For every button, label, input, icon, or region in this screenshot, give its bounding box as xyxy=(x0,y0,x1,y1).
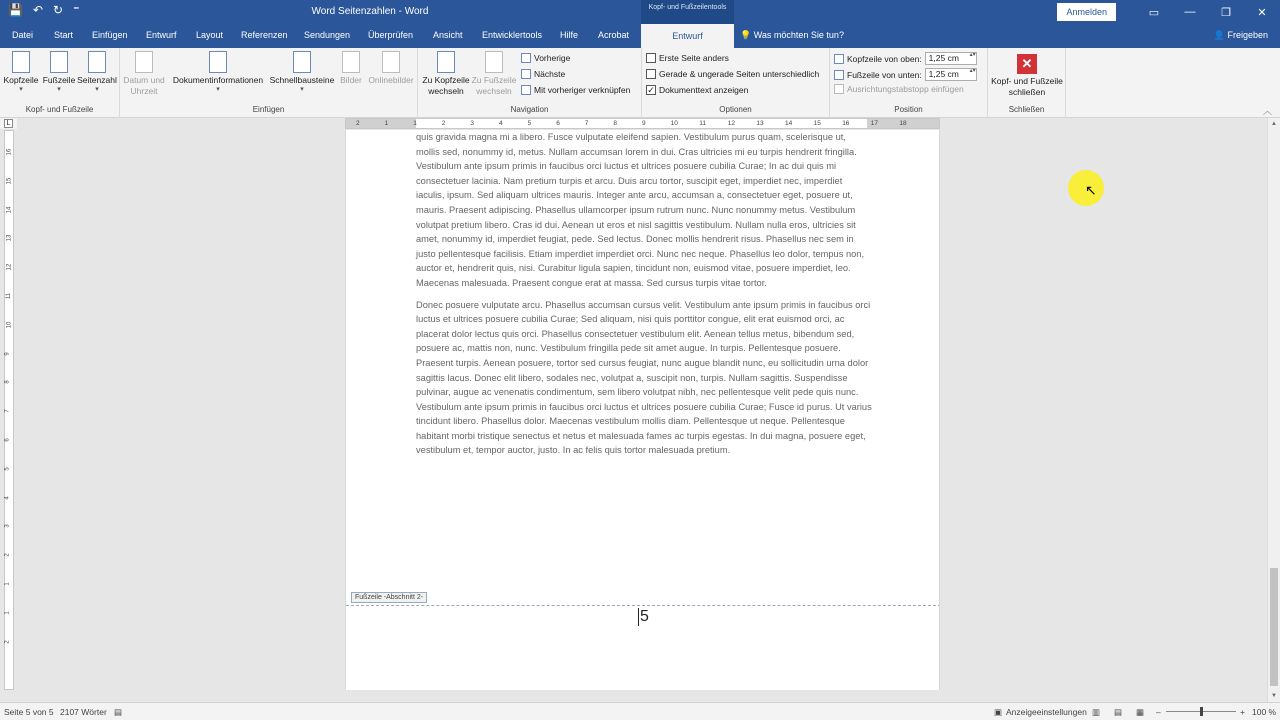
group-close xyxy=(988,48,1066,118)
tab-entwurf-design[interactable]: Entwurf xyxy=(146,30,177,40)
minimize-button[interactable]: — xyxy=(1184,6,1196,18)
collapse-ribbon-icon[interactable]: ︿ xyxy=(1262,106,1272,116)
link-to-previous-button[interactable] xyxy=(521,85,630,95)
previous-label: Vorherige xyxy=(534,53,571,63)
ruler-number: 2 xyxy=(4,639,11,644)
footer-from-bottom-label: Fußzeile von unten: xyxy=(847,69,922,80)
document-info-label: Dokumentinformationen xyxy=(172,75,264,85)
ruler-number: 8 xyxy=(4,380,11,385)
ruler-number: 11 xyxy=(699,120,706,127)
tab-hilfe[interactable]: Hilfe xyxy=(560,30,579,40)
header-from-top-control xyxy=(834,52,977,65)
status-bar xyxy=(0,702,1280,720)
group-header-footer xyxy=(0,48,120,118)
link-icon xyxy=(521,85,531,95)
footer-boundary xyxy=(346,605,940,606)
ruler-number: 2 xyxy=(441,120,446,127)
goto-footer-label: Zu Fußzeile wechseln xyxy=(471,75,517,96)
mouse-pointer-icon: ↖ xyxy=(1085,182,1097,198)
goto-header-label: Zu Kopfzeile wechseln xyxy=(422,75,470,96)
ruler-number: 13 xyxy=(756,120,764,127)
picture-icon xyxy=(342,51,360,73)
ruler-number: 13 xyxy=(6,235,13,242)
vertical-scrollbar[interactable] xyxy=(1267,118,1280,702)
goto-footer-button[interactable] xyxy=(470,51,518,97)
ruler-number: 5 xyxy=(4,467,11,471)
close-icon: ✕ xyxy=(1017,54,1037,74)
group-label-position: Position xyxy=(894,105,923,114)
ruler-number: 3 xyxy=(470,120,475,127)
ribbon-tabs xyxy=(0,24,1280,48)
header-position-icon xyxy=(834,54,844,64)
ruler-number: 1 xyxy=(4,582,11,586)
online-picture-icon xyxy=(382,51,400,73)
ruler-number: 5 xyxy=(527,120,532,127)
ribbon-display-options-icon[interactable]: ▭ xyxy=(1148,6,1160,19)
ruler-numbers xyxy=(346,119,939,128)
ruler-number: 9 xyxy=(4,351,11,356)
pictures-label: Bilder xyxy=(340,75,362,85)
tab-datei[interactable]: Datei xyxy=(12,30,34,40)
group-navigation xyxy=(418,48,642,118)
redo-icon[interactable]: ↻ xyxy=(53,3,64,17)
scroll-up-icon[interactable]: ▲ xyxy=(1271,121,1277,127)
group-label-insert: Einfügen xyxy=(252,105,285,114)
next-icon xyxy=(521,69,531,79)
different-first-page-checkbox[interactable] xyxy=(646,53,729,63)
quick-parts-label: Schnellbausteine xyxy=(269,75,335,85)
horizontal-ruler[interactable] xyxy=(345,118,940,129)
ruler-number: 18 xyxy=(899,120,907,127)
tell-me-label: Was möchten Sie tun? xyxy=(753,30,844,40)
group-label-header-footer: Kopf- und Fußzeile xyxy=(25,105,94,114)
page-number-icon xyxy=(88,51,106,73)
chevron-down-icon: ▾ xyxy=(19,86,23,93)
ruler-number: 6 xyxy=(556,120,560,127)
signin-button[interactable]: Anmelden xyxy=(1057,3,1116,21)
header-icon xyxy=(12,51,30,73)
footer-from-bottom-input[interactable]: 1,25 cm ▴▾ xyxy=(925,68,977,81)
ruler-number: 12 xyxy=(727,120,736,127)
group-position xyxy=(830,48,988,118)
tab-entwicklertools[interactable]: Entwicklertools xyxy=(482,30,543,40)
page-number-label: Seitenzahl xyxy=(77,75,117,85)
previous-button[interactable] xyxy=(521,53,570,63)
footer-section-tag: Fußzeile -Abschnitt 2- xyxy=(351,592,427,603)
ruler-number: 9 xyxy=(642,120,646,127)
word-count-status[interactable]: 2107 Wörter xyxy=(60,707,107,717)
tab-sendungen[interactable]: Sendungen xyxy=(304,30,351,40)
ruler-number: 12 xyxy=(6,263,13,271)
print-layout-icon[interactable]: ▤ xyxy=(1114,707,1123,717)
previous-icon xyxy=(521,53,531,63)
group-options xyxy=(642,48,830,118)
checkbox-unchecked xyxy=(646,53,656,63)
footer-icon xyxy=(50,51,68,73)
different-first-page-label: Erste Seite anders xyxy=(659,53,729,63)
tab-einfuegen[interactable]: Einfügen xyxy=(92,30,128,40)
tell-me-search[interactable] xyxy=(740,30,844,41)
ruler-number: 1 xyxy=(384,120,389,127)
contextual-tab-label: Kopf- und Fußzeilentools xyxy=(648,4,727,11)
share-button[interactable] xyxy=(1214,30,1268,41)
ruler-number: 8 xyxy=(613,120,618,127)
chevron-down-icon: ▾ xyxy=(95,86,99,93)
header-from-top-label: Kopfzeile von oben: xyxy=(847,53,922,64)
lightbulb-icon: 💡 xyxy=(740,30,752,40)
ruler-number: 7 xyxy=(4,409,11,413)
show-document-text-checkbox[interactable] xyxy=(646,85,748,95)
group-insert xyxy=(120,48,418,118)
alignment-tab-icon xyxy=(834,84,844,94)
insert-alignment-tab-button[interactable] xyxy=(834,84,964,94)
ruler-number: 16 xyxy=(6,148,13,156)
next-button[interactable] xyxy=(521,69,565,79)
zoom-slider-thumb[interactable] xyxy=(1200,707,1203,716)
group-label-navigation: Navigation xyxy=(510,105,549,114)
ruler-number: 15 xyxy=(813,120,821,127)
online-pictures-label: Onlinebilder xyxy=(368,75,414,85)
ruler-number: 10 xyxy=(6,321,13,329)
paragraph[interactable]: Donec posuere vulputate arcu. Phasellus accumsan cursus velit. Vestibulum ante ipsum primis in faucibus orci luctus et ultrices posuere cubilia Curae; Sed aliquam, nisi quis porttitor congue, elit erat euismod orci, ac placerat dolor lectus quis orci. Phasellus consectetuer vestibulum elit. Aenean tellus metus, bibendum sed, posuere ac, mattis non, nunc. Vestibulum fringilla pede sit amet augue. In turpis. Pellentesque posuere. Praesent turpis. Aenean posuere, tortor sed cursus feugiat, nunc augue blandit nunc, eu sollicitudin urna dolor sagittis lacus. Donec elit libero, sodales nec, volutpat a, suscipit non, turpis. Nullam sagittis. Suspendisse pulvinar, augue ac venenatis condimentum, sem libero volutpat nibh, nec pellentesque velit pede quis nunc. Vestibulum ante ipsum primis in faucibus orci luctus et ultrices posuere cubilia Curae; Fusce id purus. Ut varius tincidunt libero. Phasellus dolor. Maecenas vestibulum mollis diam. Pellentesque ut neque. Pellentesque habitant morbi tristique senectus et netus et malesuada fames ac turpis egestas. In dui magna, posuere eget, vestibulum et, tempor auctor, justo. In ac felis quis tortor malesuada pretium. xyxy=(416,299,872,456)
document-body[interactable] xyxy=(416,130,872,465)
ruler-number: 15 xyxy=(6,177,13,185)
ruler-number: 7 xyxy=(584,120,589,127)
show-document-text-label: Dokumenttext anzeigen xyxy=(659,85,749,95)
display-settings-button[interactable]: Anzeigeeinstellungen xyxy=(1006,707,1087,717)
pictures-button[interactable] xyxy=(336,51,366,86)
quick-parts-icon xyxy=(293,51,311,73)
chevron-down-icon: ▾ xyxy=(57,86,61,93)
display-settings-icon[interactable]: ▣ xyxy=(994,707,1003,717)
person-icon: 👤 xyxy=(1213,30,1225,40)
zoom-in-button[interactable]: + xyxy=(1240,707,1245,717)
footer-label: Fußzeile xyxy=(42,75,76,85)
ribbon xyxy=(0,48,1280,118)
ruler-number: 3 xyxy=(4,524,11,529)
tab-selector[interactable] xyxy=(0,118,17,129)
tab-ansicht[interactable]: Ansicht xyxy=(433,30,463,40)
group-label-close: Schließen xyxy=(1008,105,1045,114)
odd-even-pages-checkbox[interactable] xyxy=(646,69,819,79)
ruler-number: 6 xyxy=(4,438,11,442)
save-icon[interactable]: 💾 xyxy=(8,3,23,17)
tab-ueberpruefen[interactable]: Überprüfen xyxy=(368,30,414,40)
contextual-tab-header xyxy=(641,0,734,24)
page-count-status[interactable]: Seite 5 von 5 xyxy=(4,707,54,717)
scroll-down-icon[interactable]: ▼ xyxy=(1271,693,1277,699)
footer-button[interactable] xyxy=(40,51,78,94)
ruler-number: 1 xyxy=(4,611,11,615)
footer-from-bottom-control xyxy=(834,68,977,81)
goto-header-icon xyxy=(437,51,455,73)
group-label-options: Optionen xyxy=(719,105,752,114)
zoom-out-button[interactable]: – xyxy=(1156,707,1161,717)
goto-footer-icon xyxy=(485,51,503,73)
document-page[interactable] xyxy=(345,130,940,690)
ruler-number: 4 xyxy=(499,120,503,127)
web-layout-icon[interactable]: ▦ xyxy=(1136,707,1145,717)
ruler-number: 10 xyxy=(670,120,678,127)
tab-referenzen[interactable]: Referenzen xyxy=(241,30,288,40)
online-pictures-button[interactable] xyxy=(366,51,416,86)
ruler-number: 2 xyxy=(4,553,11,557)
tab-start[interactable]: Start xyxy=(54,30,74,40)
checkmark-icon: ✓ xyxy=(647,85,655,95)
close-header-footer-button[interactable] xyxy=(990,54,1064,98)
tab-stop-icon: L xyxy=(4,119,13,128)
goto-header-button[interactable] xyxy=(420,51,472,97)
page-number-button[interactable] xyxy=(76,51,118,94)
undo-icon[interactable]: ↶ xyxy=(32,3,44,17)
ruler-number: 1 xyxy=(413,120,417,127)
calendar-icon xyxy=(135,51,153,73)
paragraph[interactable]: quis gravida magna mi a libero. Fusce vulputate eleifend sapien. Vestibulum purus quam, scelerisque ut, mollis sed, nonummy id, metus. Nullam accumsan lorem in dui. Cras ultricies mi eu turpis hendrerit fringilla. Vestibulum ante ipsum primis in faucibus orci luctus et ultrices posuere cubilia Curae; In ac dui quis mi consectetuer lacinia. Nam pretium turpis et arcu. Duis arcu tortor, suscipit eget, imperdiet nec, imperdiet iaculis, ipsum. Sed aliquam ultrices mauris. Integer ante arcu, accumsan a, consectetuer eget, posuere ut, mauris. Praesent adipiscing. Phasellus ullamcorper ipsum rutrum nunc. Nunc nonummy metus. Vestibulum volutpat pretium libero. Cras id dui. Aenean ut eros et nisl sagittis vestibulum. Nullam nulla eros, ultricies sit amet, nonummy id, imperdiet feugiat, pede. Sed lectus. Donec mollis hendrerit risus. Phasellus nec sem in justo pellentesque facilisis. Etiam imperdiet imperdiet orci. Nunc nec neque. Phasellus leo dolor, tempus non, auctor et, hendrerit quis, nisi. Curabitur ligula sapien, tincidunt non, euismod vitae, posuere imperdiet, leo. Maecenas malesuada. Praesent congue erat at massa. Sed cursus turpis vitae tortor. xyxy=(416,132,865,288)
document-info-icon xyxy=(209,51,227,73)
restore-button[interactable]: ❐ xyxy=(1221,6,1231,19)
ruler-number: 14 xyxy=(6,206,13,213)
link-to-previous-label: Mit vorheriger verknüpfen xyxy=(534,85,631,95)
tab-acrobat[interactable]: Acrobat xyxy=(598,30,630,40)
chevron-down-icon: ▾ xyxy=(300,86,304,93)
checkbox-unchecked xyxy=(646,69,656,79)
tab-kopf-fusszeile-entwurf[interactable]: Entwurf xyxy=(641,24,734,48)
header-button[interactable] xyxy=(2,51,40,94)
ruler-number: 11 xyxy=(6,292,13,300)
insert-alignment-tab-label: Ausrichtungstabstopp einfügen xyxy=(847,84,964,94)
vertical-ruler[interactable] xyxy=(4,130,14,690)
next-label: Nächste xyxy=(534,69,566,79)
date-time-label: Datum und Uhrzeit xyxy=(123,75,165,96)
proofing-icon[interactable]: ▤ xyxy=(114,707,123,717)
close-window-button[interactable]: ✕ xyxy=(1257,6,1267,19)
share-label: Freigeben xyxy=(1227,30,1268,40)
close-header-footer-label: Kopf- und Fußzeile schließen xyxy=(991,76,1063,97)
read-mode-icon[interactable]: ▥ xyxy=(1092,707,1101,717)
ruler-number: 4 xyxy=(4,495,11,500)
document-info-button[interactable] xyxy=(168,51,268,94)
tab-layout[interactable]: Layout xyxy=(196,30,224,40)
ruler-number: 2 xyxy=(356,120,360,127)
ruler-number: 14 xyxy=(785,120,793,127)
ruler-number: 16 xyxy=(842,120,850,127)
footer-page-number[interactable]: 5 xyxy=(640,608,649,625)
footer-position-icon xyxy=(834,70,844,80)
date-time-button[interactable] xyxy=(120,51,168,97)
customize-qat-icon[interactable]: ⁼ xyxy=(73,3,80,17)
header-label: Kopfzeile xyxy=(3,75,39,85)
window-title: Word Seitenzahlen - Word xyxy=(311,6,429,17)
header-from-top-input[interactable]: 1,25 cm ▴▾ xyxy=(925,52,977,65)
title-bar xyxy=(0,0,1280,24)
scrollbar-thumb[interactable] xyxy=(1270,568,1278,686)
ruler-number: 17 xyxy=(870,120,879,127)
odd-even-pages-label: Gerade & ungerade Seiten unterschiedlich xyxy=(659,69,820,79)
chevron-down-icon: ▾ xyxy=(216,86,220,93)
zoom-level[interactable]: 100 % xyxy=(1252,707,1277,717)
quick-parts-button[interactable] xyxy=(266,51,338,94)
